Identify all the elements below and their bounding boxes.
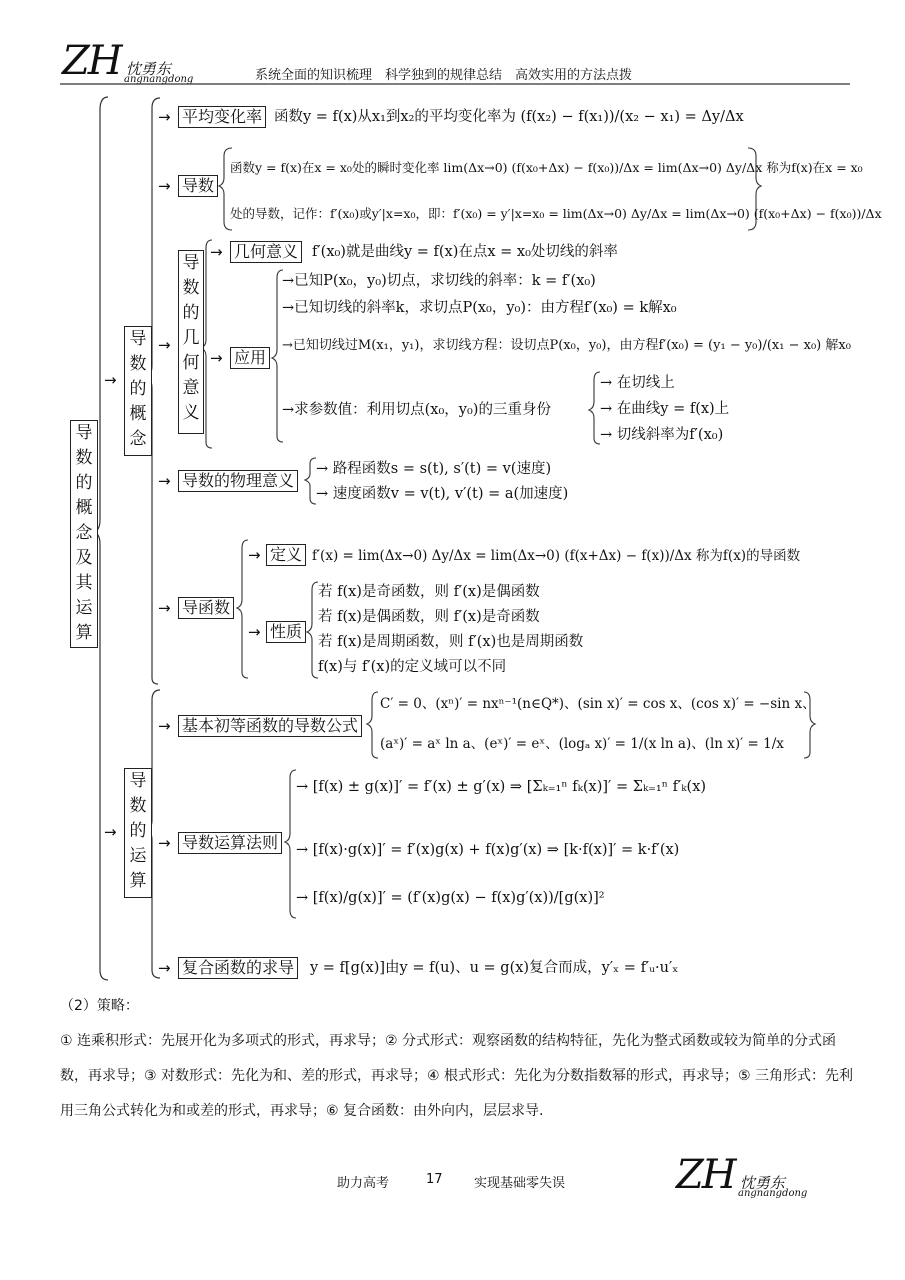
root-title-char: 算	[75, 623, 93, 643]
arrow: →	[104, 371, 117, 389]
definition-label: 定义	[266, 544, 306, 566]
application-item-text: 已知切线的斜率k，求切点P(x₀，y₀)：由方程f′(x₀) = k解x₀	[294, 300, 677, 316]
footer-left: 助力高考	[337, 1176, 390, 1191]
derivative-line2: 处的导数，记作：f′(x₀)或y′|x=x₀，即：f′(x₀) = y′|x=x₀ = lim(Δx→0) Δy/Δx = lim(Δx→0) (f(x₀+Δx) − f(x₀))/Δx	[230, 206, 882, 221]
identity-item-text: 切线斜率为f′(x₀)	[616, 427, 724, 443]
derivative-line1: 函数y = f(x)在x = x₀处的瞬时变化率 lim(Δx→0) (f(x₀+Δx) − f(x₀))/Δx = lim(Δx→0) Δy/Δx 称为f(x)在x = x₀	[230, 160, 863, 175]
basic-formulas-line2: (aˣ)′ = aˣ ln a、(eˣ)′ = eˣ、(logₐ x)′ = 1/(x ln a)、(ln x)′ = 1/x	[380, 736, 784, 752]
arrow: →	[104, 823, 117, 841]
arrow: →	[158, 834, 171, 852]
derived-fn-label: 导函数	[178, 597, 234, 619]
footer-page: 17	[426, 1172, 443, 1187]
root-title-char: 的	[75, 473, 93, 493]
geometric-title-char: 的	[182, 303, 200, 323]
footer-logo-zh: ZH	[676, 1152, 735, 1198]
physical-item-2: → 速度函数v = v(t), v′(t) = a(加速度)	[316, 486, 569, 502]
footer-logo	[676, 1152, 808, 1199]
arrow: →	[158, 599, 171, 617]
physical-item-text: 速度函数v = v(t), v′(t) = a(加速度)	[332, 486, 569, 502]
physical-item-text: 路程函数s = s(t), s′(t) = v(速度)	[332, 461, 552, 477]
geometric-meaning-label: 几何意义	[230, 241, 302, 263]
rules-item-3: → [f(x)/g(x)]′ = (f′(x)g(x) − f(x)g′(x))/[g(x)]²	[296, 890, 605, 906]
arrow: →	[158, 959, 171, 977]
operation-title-char: 的	[129, 821, 147, 841]
concept-title-char: 概	[129, 404, 147, 424]
application-item-text: 已知切线过M(x₁，y₁)，求切线方程：设切点P(x₀，y₀)，由方程f′(x₀) = (y₁ − y₀)/(x₁ − x₀) 解x₀	[292, 338, 851, 353]
rules-item-text: [f(x) ± g(x)]′ = f′(x) ± g′(x) ⇒ [Σₖ₌₁ⁿ fₖ(x)]′ = Σₖ₌₁ⁿ f′ₖ(x)	[312, 779, 707, 795]
avg-rate-text: 函数y = f(x)从x₁到x₂的平均变化率为 (f(x₂) − f(x₁))/(x₂ − x₁) = Δy/Δx	[274, 109, 744, 125]
composite-text: y = f[g(x)]由y = f(u)、u = g(x)复合而成，y′ₓ = f′ᵤ·u′ₓ	[310, 960, 679, 976]
physical-item-1: → 路程函数s = s(t), s′(t) = v(速度)	[316, 461, 552, 477]
geometric-title-char: 数	[182, 278, 200, 298]
root-title-char: 概	[75, 498, 93, 518]
derivative-label: 导数	[178, 175, 218, 197]
arrow: →	[158, 108, 171, 126]
application-item-2: →已知切线的斜率k，求切点P(x₀，y₀)：由方程f′(x₀) = k解x₀	[282, 300, 677, 316]
concept-title-char: 数	[129, 354, 147, 374]
application-label: 应用	[230, 347, 270, 369]
property-label: 性质	[266, 621, 306, 643]
root-title-char: 其	[75, 573, 93, 593]
root-title-char: 及	[75, 548, 93, 568]
identity-item-1: → 在切线上	[600, 375, 675, 391]
operation-title-char: 导	[129, 771, 147, 791]
identity-item-3: → 切线斜率为f′(x₀)	[600, 427, 724, 443]
root-title-char: 运	[75, 598, 93, 618]
arrow: →	[248, 546, 261, 564]
geometric-title-box	[178, 250, 204, 434]
concept-title-char: 导	[129, 329, 147, 349]
property-item-2: 若 f(x)是偶函数，则 f′(x)是奇函数	[318, 609, 540, 625]
basic-formulas-line1: C′ = 0、(xⁿ)′ = nxⁿ⁻¹(n∈Q*)、(sin x)′ = cos x、(cos x)′ = −sin x、	[380, 696, 816, 712]
arrow: →	[158, 336, 171, 354]
application-item-3: →已知切线过M(x₁，y₁)，求切线方程：设切点P(x₀，y₀)，由方程f′(x₀) = (y₁ − y₀)/(x₁ − x₀) 解x₀	[282, 338, 851, 353]
physical-label: 导数的物理意义	[178, 470, 298, 492]
arrow: →	[210, 349, 223, 367]
rules-item-text: [f(x)/g(x)]′ = (f′(x)g(x) − f(x)g′(x))/[g(x)]²	[312, 890, 605, 906]
application-item-text: 已知P(x₀，y₀)切点，求切线的斜率：k = f′(x₀)	[294, 273, 596, 289]
arrow: →	[158, 717, 171, 735]
header-logo-script: 忱勇东	[125, 60, 171, 78]
property-item-3: 若 f(x)是周期函数，则 f′(x)也是周期函数	[318, 634, 584, 650]
arrow: →	[158, 177, 171, 195]
operation-title-char: 数	[129, 796, 147, 816]
footer-right: 实现基础零失误	[474, 1176, 566, 1191]
root-title-box	[70, 420, 98, 648]
root-title-char: 念	[75, 523, 93, 543]
header-logo-sub: angnangdong	[124, 74, 194, 85]
arrow: →	[158, 472, 171, 490]
rules-item-text: [f(x)·g(x)]′ = f′(x)g(x) + f(x)g′(x) ⇒ [k·f(x)]′ = k·f′(x)	[312, 842, 680, 858]
root-title-char: 导	[75, 423, 93, 443]
header-logo-zh: ZH	[62, 38, 121, 84]
property-item-4: f(x)与 f′(x)的定义域可以不同	[318, 659, 507, 675]
rules-item-2: → [f(x)·g(x)]′ = f′(x)g(x) + f(x)g′(x) ⇒ [k·f(x)]′ = k·f′(x)	[296, 842, 680, 858]
footer-logo-sub: angnangdong	[738, 1188, 808, 1199]
geometric-title-char: 几	[182, 328, 200, 348]
property-item-1: 若 f(x)是奇函数，则 f′(x)是偶函数	[318, 584, 540, 600]
footer-logo-script: 忱勇东	[739, 1174, 785, 1192]
rules-label: 导数运算法则	[178, 832, 282, 854]
operation-title-char: 运	[129, 846, 147, 866]
concept-title-char: 的	[129, 379, 147, 399]
header-tagline: 系统全面的知识梳理 科学独到的规律总结 高效实用的方法点拨	[255, 68, 633, 83]
arrow: →	[248, 623, 261, 641]
root-title-char: 数	[75, 448, 93, 468]
geometric-meaning-text: f′(x₀)就是曲线y = f(x)在点x = x₀处切线的斜率	[312, 244, 618, 260]
geometric-title-char: 何	[182, 353, 200, 373]
geometric-title-char: 意	[182, 378, 200, 398]
concept-title-box	[124, 326, 152, 456]
basic-formulas-label: 基本初等函数的导数公式	[178, 715, 362, 737]
definition-text: f′(x) = lim(Δx→0) Δy/Δx = lim(Δx→0) (f(x+Δx) − f(x))/Δx 称为f(x)的导函数	[312, 548, 801, 564]
geometric-title-char: 导	[182, 253, 200, 273]
rules-item-1: → [f(x) ± g(x)]′ = f′(x) ± g′(x) ⇒ [Σₖ₌₁ⁿ fₖ(x)]′ = Σₖ₌₁ⁿ f′ₖ(x)	[296, 779, 707, 795]
application-item-4: →求参数值：利用切点(x₀，y₀)的三重身份	[282, 402, 551, 418]
application-item-1: →已知P(x₀，y₀)切点，求切线的斜率：k = f′(x₀)	[282, 273, 596, 289]
geometric-title-char: 义	[182, 403, 200, 423]
concept-title-char: 念	[129, 429, 147, 449]
identity-item-text: 在切线上	[616, 375, 675, 391]
strategy-heading: （2）策略：	[60, 998, 139, 1014]
arrow: →	[210, 243, 223, 261]
identity-item-text: 在曲线y = f(x)上	[616, 401, 730, 417]
operation-title-char: 算	[129, 871, 147, 891]
application-item-text: 求参数值：利用切点(x₀，y₀)的三重身份	[294, 402, 551, 418]
strategy-text: ① 连乘积形式：先展开化为多项式的形式，再求导；② 分式形式：观察函数的结构特征，先化为整式函数或较为简单的分式函数，再求导；③ 对数形式：先化为和、差的形式，再求导；④ 根式形式：先化为分数指数幂的形式，再求导；⑤ 三角形式：先利用三角公式转化为和或差的形式，再求导；⑥ 复合函数：由外向内，层层求导.	[60, 1033, 853, 1119]
operation-title-box	[124, 768, 152, 898]
avg-rate-label: 平均变化率	[178, 106, 266, 128]
composite-label: 复合函数的求导	[178, 957, 298, 979]
identity-item-2: → 在曲线y = f(x)上	[600, 401, 730, 417]
